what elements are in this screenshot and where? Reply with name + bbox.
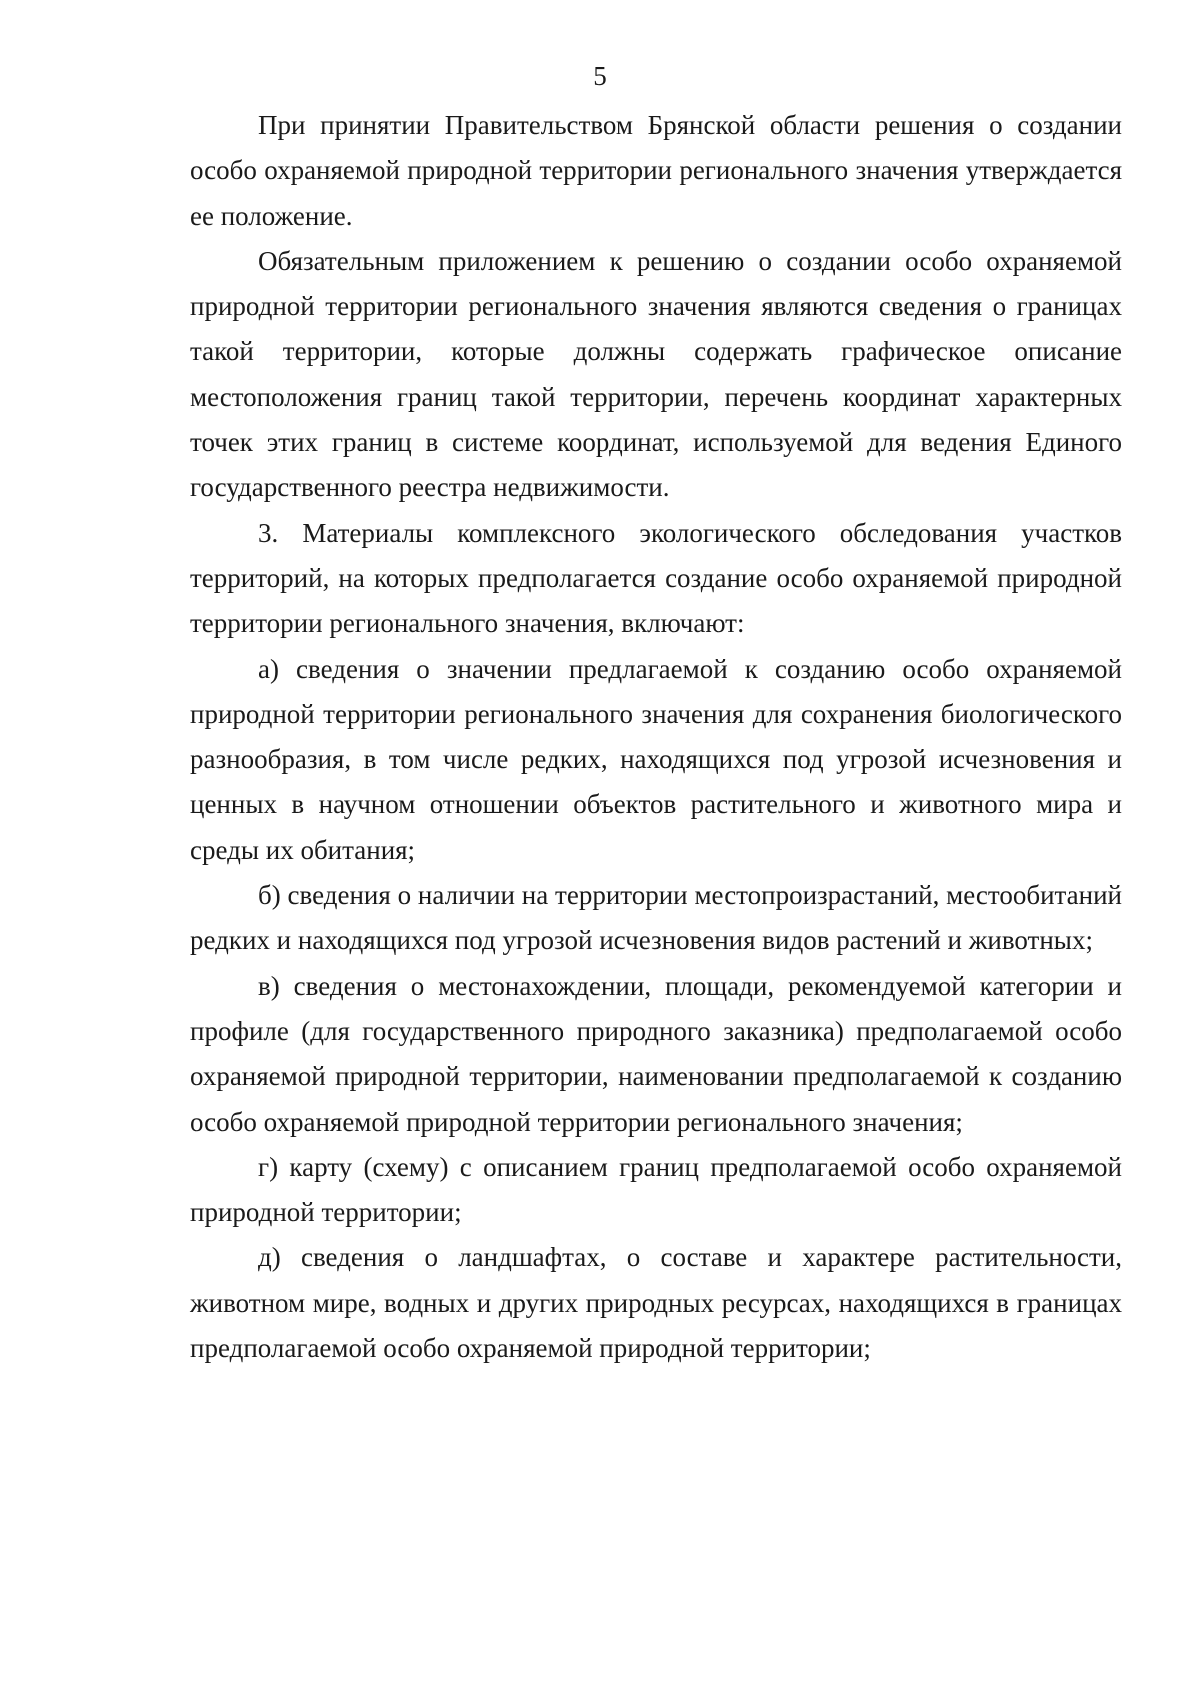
paragraph-mandatory-appendix: Обязательным приложением к решению о создании особо охраняемой природной территории регионального значения являются сведения о границах такой территории, которые должны содержать графическое описание местоположения границ такой территории, перечень координат характерных точек этих границ в системе координат, используемой для ведения Единого государственного реестра недвижимости. [190,245,1122,503]
paragraph-subitem-d: д) сведения о ландшафтах, о составе и характере растительности, животном мире, водных и других природных ресурсах, находящихся в границах предполагаемой особо охраняемой природной территории; [190,1242,1122,1364]
paragraph-subitem-a: а) сведения о значении предлагаемой к созданию особо охраняемой природной территории регионального значения для сохранения биологического разнообразия, в том числе редких, находящихся под угрозой исчезновения и ценных в научном отношении объектов растительного и животного мира и среды их обитания; [190,653,1122,865]
paragraph-decision-approval: При принятии Правительством Брянской области решения о создании особо охраняемой природной территории регионального значения утверждается ее положение. [190,110,1122,231]
page-number: 5 [593,61,607,91]
paragraph-item-3-materials: 3. Материалы комплексного экологического обследования участков территорий, на которых предполагается создание особо охраняемой природной территории регионального значения, включают: [190,517,1122,639]
paragraph-subitem-g: г) карту (схему) с описанием границ предполагаемой особо охраняемой природной территории; [190,1151,1122,1228]
document-body [190,103,1122,1371]
paragraph-subitem-v: в) сведения о местонахождении, площади, рекомендуемой категории и профиле (для государственного природного заказника) предполагаемой особо охраняемой природной территории, наименовании предполагаемой к созданию особо охраняемой природной территории регионального значения; [190,970,1122,1137]
paragraph-subitem-b: б) сведения о наличии на территории местопроизрастаний, местообитаний редких и находящихся под угрозой исчезновения видов растений и животных; [190,880,1122,956]
